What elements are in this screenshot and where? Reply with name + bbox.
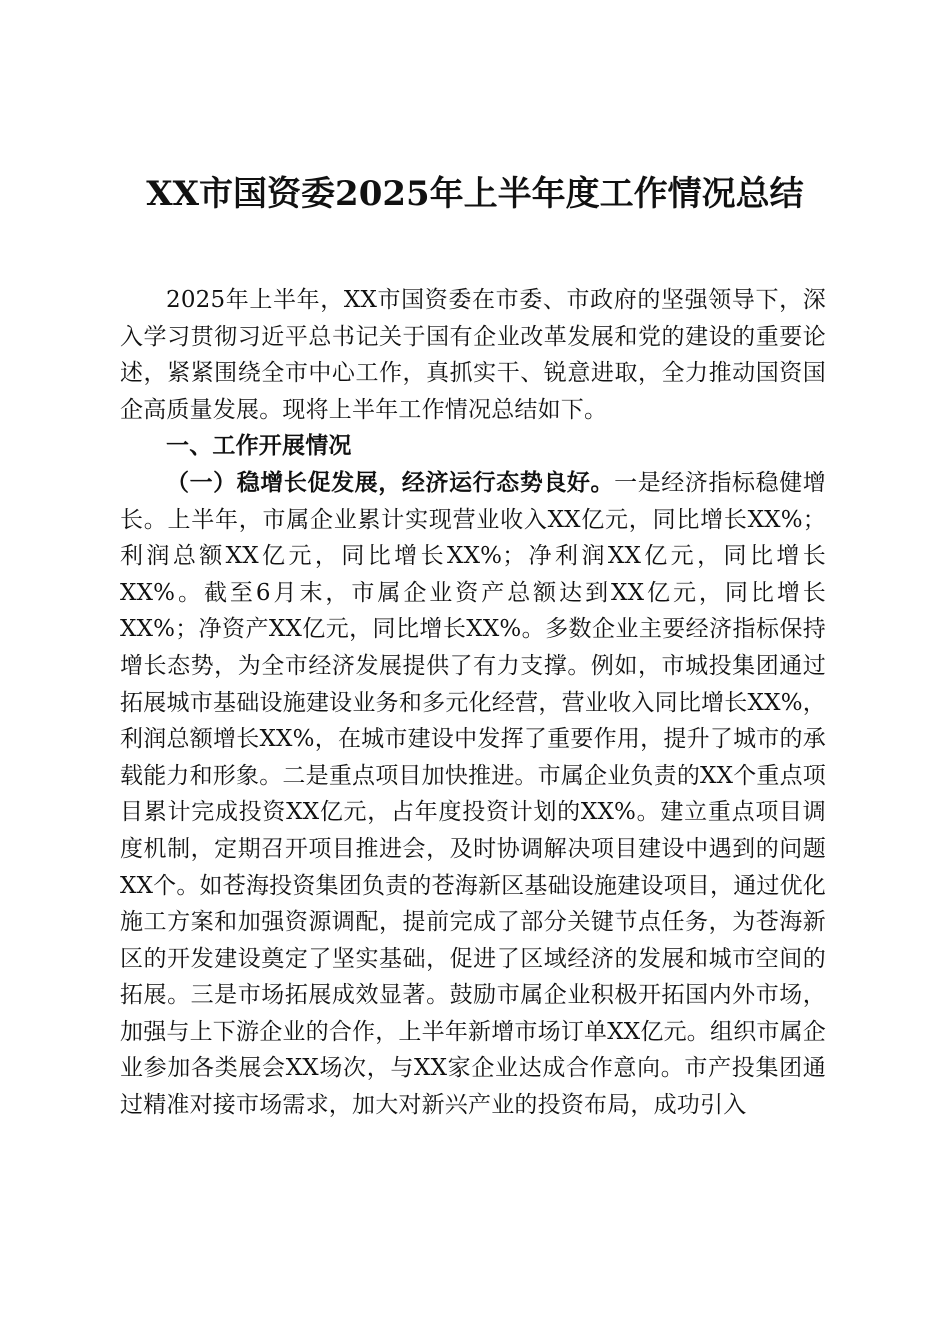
intro-paragraph: 2025年上半年，XX市国资委在市委、市政府的坚强领导下，深入学习贯彻习近平总书记关于国有企业改革发展和党的建设的重要论述，紧紧围绕全市中心工作，真抓实干、锐意进取，全力推动国资国企高质量发展。现将上半年工作情况总结如下。 — [120, 287, 826, 423]
document-body — [120, 282, 826, 1124]
subsection-heading: （一）稳增长促发展，经济运行态势良好。 — [166, 468, 615, 496]
section-heading: 一、工作开展情况 — [166, 432, 352, 460]
subsection-body: 一是经济指标稳健增长。上半年，市属企业累计实现营业收入XX亿元，同比增长XX%；利润总额XX亿元，同比增长XX%；净利润XX亿元，同比增长XX%。截至6月末，市属企业资产总额达到XX亿元，同比增长XX%；净资产XX亿元，同比增长XX%。多数企业主要经济指标保持增长态势，为全市经济发展提供了有力支撑。例如，市城投集团通过拓展城市基础设施建设业务和多元化经营，营业收入同比增长XX%，利润总额增长XX%，在城市建设中发挥了重要作用，提升了城市的承载能力和形象。二是重点项目加快推进。市属企业负责的XX个重点项目累计完成投资XX亿元，占年度投资计划的XX%。建立重点项目调度机制，定期召开项目推进会，及时协调解决项目建设中遇到的问题XX个。如苍海投资集团负责的苍海新区基础设施建设项目，通过优化施工方案和加强资源调配，提前完成了部分关键节点任务，为苍海新区的开发建设奠定了坚实基础，促进了区域经济的发展和城市空间的拓展。三是市场拓展成效显著。鼓励市属企业积极开拓国内外市场，加强与上下游企业的合作，上半年新增市场订单XX亿元。组织市属企业参加各类展会XX场次，与XX家企业达成合作意向。市产投集团通过精准对接市场需求，加大对新兴产业的投资布局，成功引入 — [120, 469, 826, 1119]
document-title: XX市国资委2025年上半年度工作情况总结 — [146, 174, 804, 214]
subsection-paragraph — [120, 465, 826, 1124]
